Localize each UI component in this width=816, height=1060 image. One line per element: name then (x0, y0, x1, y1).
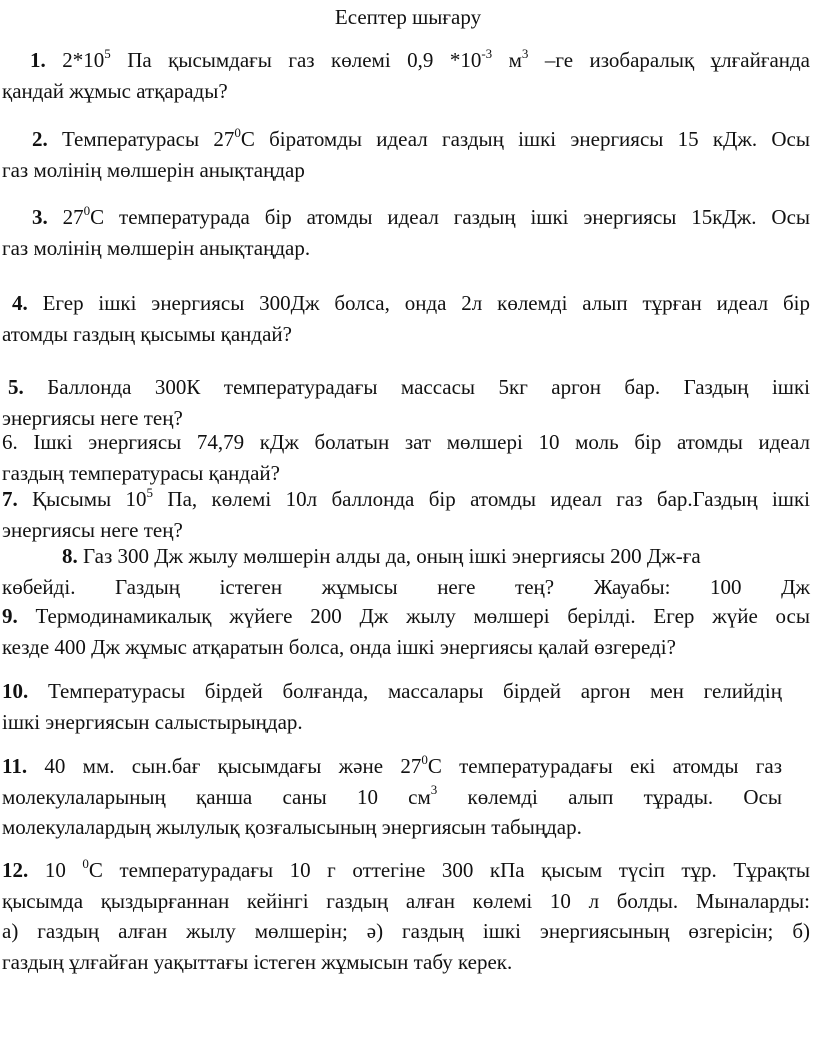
problem-6: 6. Ішкі энергиясы 74,79 кДж болатын зат мөлшері 10 моль бір атомды идеал газдың температурасы қандай? (2, 430, 810, 485)
problem-8-number: 8. (62, 544, 78, 568)
problem-3: 3. $27^0С$ температурада бір атомды идеал газдың ішкі энергиясы 15кДж. Осы газ молінің мөлшерін анықтаңдар. (2, 202, 811, 260)
problem-1-number: 1. (30, 48, 46, 72)
problem-2: 2. Температурасы $27^0С$ біратомды идеал газдың ішкі энергиясы 15 кДж. Осы газ молінің мөлшерін анықтаңдар (2, 124, 810, 182)
problem-9: 9. Термодинамикалық жүйеге 200 Дж жылу мөлшері берілді. Егер жүйе осы кезде 400 Дж жұмыс атқаратын болса, онда ішкі энергиясы қалай өзгереді? (2, 604, 810, 659)
problem-12-number: 12. (2, 858, 29, 882)
problem-7-number: 7. (2, 487, 18, 511)
problem-1: 1. $2*10^5$ Па қысымдағы газ көлемі 0,9 $*10^{-3}$ $м^3$ –ге изобаралық ұлғайғанда қандай жұмыс атқарады? (2, 45, 811, 103)
page-title: Есептер шығару (334, 5, 482, 29)
problem-3-number: 3. (32, 205, 48, 229)
problem-8: 8. Газ 300 Дж жылу мөлшерін алды да, оның ішкі энергиясы 200 Дж-ға көбейді. Газдың істеген жұмысы неге тең? Жауабы: 100 Дж (2, 544, 810, 599)
problem-4: 4. Егер ішкі энергиясы 300Дж болса, онда 2л көлемді алып тұрған идеал бір атомды газдың қысымы қандай? (2, 291, 810, 346)
problem-9-number: 9. (2, 604, 18, 628)
problem-11: 11. 40 мм. сын.бағ қысымдағы және $27^0С$ температурадағы екі атомды газ молекулаларының қанша саны 10 $см^3$ көлемді алып тұрады. Осы молекулалардың жылулық қозғалысының энергиясын табыңдар. (2, 751, 783, 839)
problem-11-number: 11. (2, 754, 28, 778)
problem-6-number: 6. (2, 430, 18, 454)
problem-10: 10. Температурасы бірдей болғанда, массалары бірдей аргон мен гелийдің ішкі энергиясын салыстырыңдар. (2, 679, 782, 734)
problem-10-number: 10. (2, 679, 29, 703)
problem-5-number: 5. (8, 375, 24, 399)
problem-7: 7. Қысымы $10^5$ Па, көлемі 10л баллонда бір атомды идеал газ бар.Газдың ішкі энергиясы неге тең? (2, 484, 811, 542)
problem-5: 5. Баллонда 300К температурадағы массасы 5кг аргон бар. Газдың ішкі энергиясы неге тең? (2, 375, 810, 430)
problem-4-number: 4. (12, 291, 28, 315)
problem-12: 12. 10 $^0$С температурадағы 10 г оттегіне 300 кПа қысым түсіп тұр. Тұрақты қысымда қыздырғаннан кейінгі газдың алған көлемі 10 л болды. Мыналарды: а) газдың алған жылу мөлшерін; ә) газдың ішкі энергиясының өзгерісін; б) газдың ұлғайған уақыттағы істеген жұмысын табу керек. (2, 855, 810, 974)
problem-2-number: 2. (32, 127, 48, 151)
